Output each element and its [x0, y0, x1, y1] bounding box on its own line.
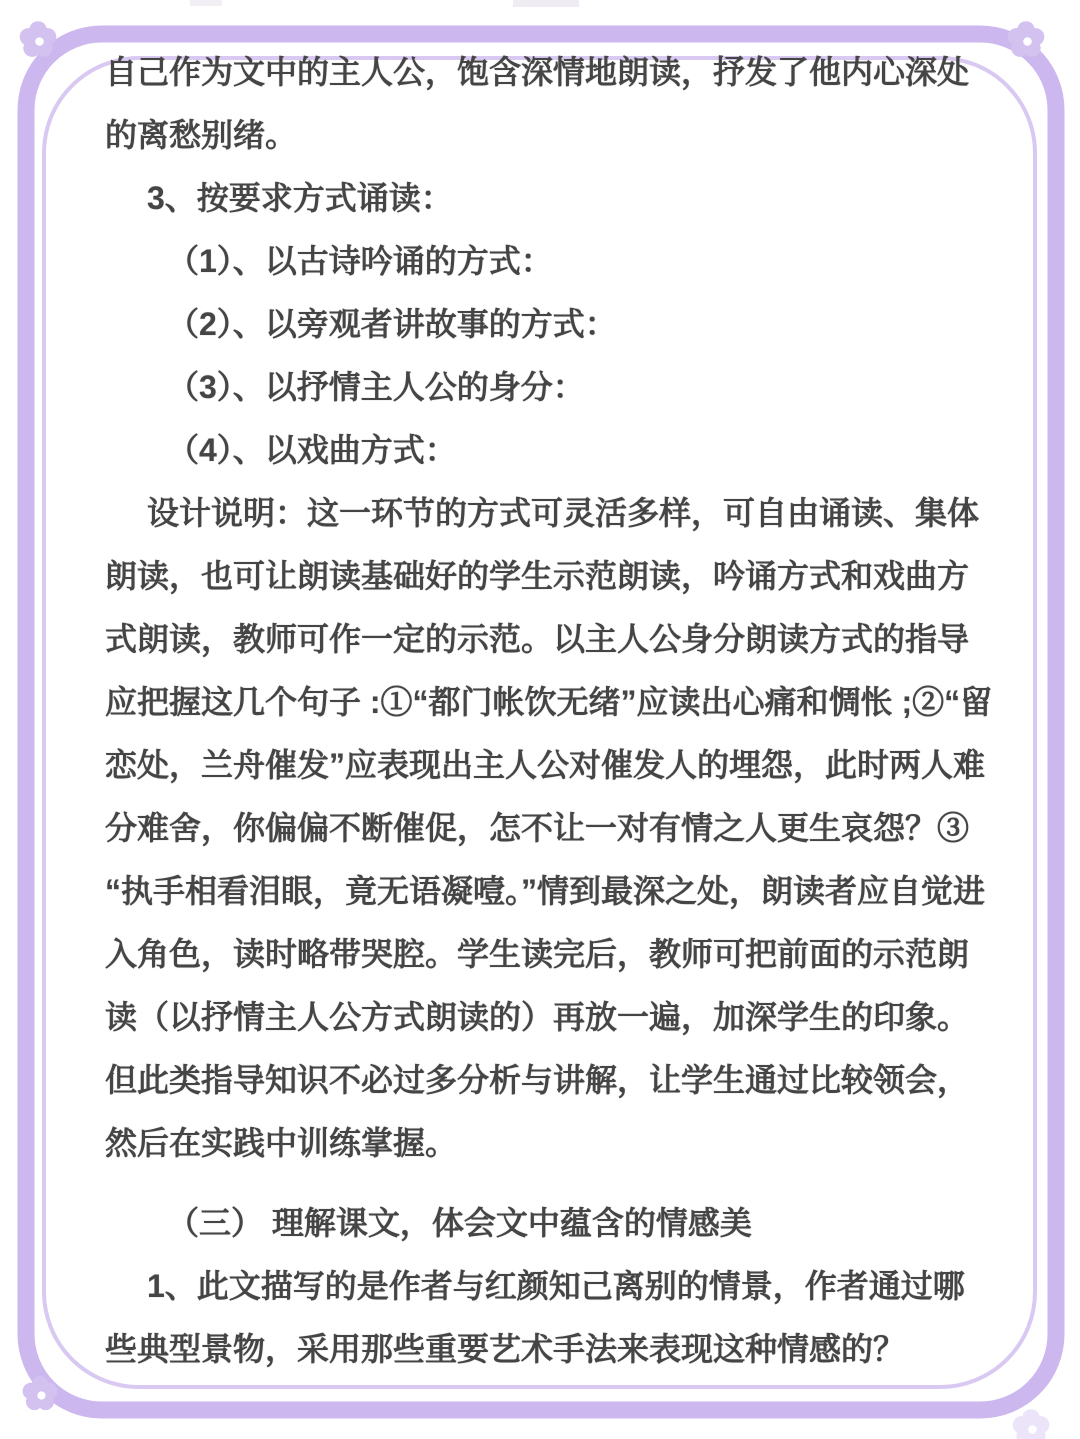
text-line: “执手相看泪眼，竟无语凝噎。”情到最深之处，朗读者应自觉进 [105, 873, 986, 909]
text-line: （3）、以抒情主人公的身分： [167, 369, 585, 405]
document-body [105, 41, 1040, 1381]
text-line: 但此类指导知识不必过多分析与讲解，让学生通过比较领会， [105, 1062, 970, 1098]
top-edge-artifacts [190, 0, 579, 7]
text-line: 设计说明：这一环节的方式可灵活多样，可自由诵读、集体 [147, 495, 980, 531]
text-line: 3、按要求方式诵读： [147, 180, 453, 216]
text-line: 应把握这几个句子 :①“都门帐饮无绪”应读出心痛和惆怅 ;②“留 [105, 684, 993, 720]
flower-icon-bottom-right [1013, 1409, 1050, 1439]
text-line: 朗读，也可让朗读基础好的学生示范朗读，吟诵方式和戏曲方 [105, 558, 970, 594]
text-line: 分难舍，你偏偏不断催促，怎不让一对有情之人更生哀怨？③ [105, 810, 970, 846]
text-line: 入角色，读时略带哭腔。学生读完后，教师可把前面的示范朗 [105, 936, 970, 972]
text-line: 恋处，兰舟催发”应表现出主人公对催发人的埋怨，此时两人难 [105, 747, 986, 783]
text-line: 1、此文描写的是作者与红颜知己离别的情景，作者通过哪 [147, 1268, 965, 1304]
text-line: 自己作为文中的主人公，饱含深情地朗读，抒发了他内心深处 [105, 54, 970, 90]
text-line: 的离愁别绪。 [105, 117, 298, 153]
text-line: （1）、以古诗吟诵的方式： [167, 243, 553, 279]
text-line: 然后在实践中训练掌握。 [105, 1125, 458, 1161]
text-line: （2）、以旁观者讲故事的方式： [167, 306, 617, 342]
text-line: （4）、以戏曲方式： [167, 432, 457, 468]
text-line: （三） 理解课文，体会文中蕴含的情感美 [167, 1205, 752, 1241]
flower-icon-top-left [20, 21, 57, 57]
text-line: 些典型景物，采用那些重要艺术手法来表现这种情感的？ [105, 1331, 906, 1367]
text-line: 读（以抒情主人公方式朗读的）再放一遍，加深学生的印象。 [105, 999, 970, 1035]
text-line: 式朗读，教师可作一定的示范。以主人公身分朗读方式的指导 [105, 621, 970, 657]
